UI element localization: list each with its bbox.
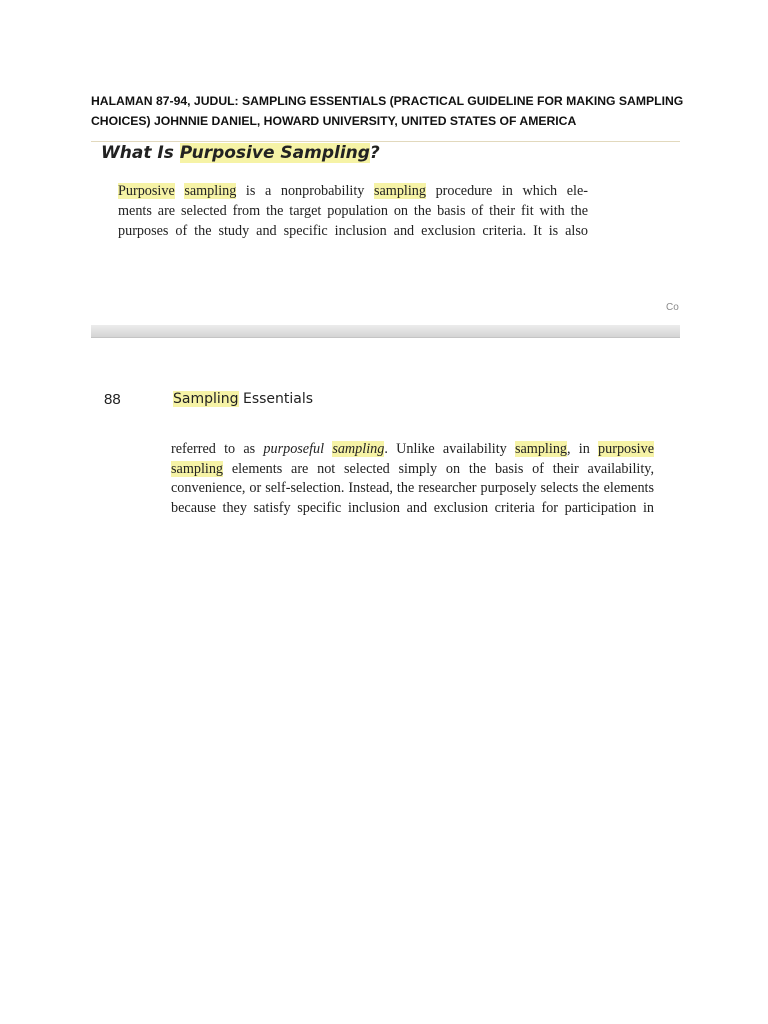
paragraph-line: convenience, or self-selection. Instead, the researcher purposely selects the elements [171, 480, 654, 496]
running-head [173, 391, 313, 407]
paragraph-line: referred to as purposeful sampling. Unlike availability sampling, in purposive [171, 441, 654, 457]
section-heading [101, 141, 380, 165]
highlight-sampling: sampling [514, 441, 568, 457]
paragraph-line: purposes of the study and specific inclusion and exclusion criteria. It is also [118, 223, 588, 239]
paragraph-line: because they satisfy specific inclusion and exclusion criteria for participation in [171, 499, 654, 516]
highlight-sampling: sampling [184, 183, 237, 199]
page-number: 88 [104, 391, 121, 408]
heading-highlight: Purposive Sampling [179, 143, 370, 163]
heading-prefix: What Is [101, 143, 180, 163]
highlight-purposive: purposive [598, 441, 654, 457]
page-separator [91, 325, 680, 338]
italic-purposeful: purposeful [263, 441, 325, 457]
heading-suffix: ? [369, 143, 380, 163]
highlight-sampling: sampling [171, 460, 224, 477]
running-head-highlight: Sampling [173, 391, 239, 407]
highlight-sampling: sampling [373, 183, 426, 199]
highlight-sampling-italic: sampling [332, 441, 385, 457]
paragraph-purposive-definition [118, 181, 588, 241]
paragraph-line: sampling elements are not selected simply on the basis of their availability, [171, 460, 654, 477]
document-header [91, 91, 691, 131]
header-line-1: HALAMAN 87-94, JUDUL: SAMPLING ESSENTIALS (PRACTICAL GUIDELINE FOR MAKING SAMPLING [91, 94, 684, 108]
copyright-fragment: Co [666, 302, 679, 313]
running-head-rest: Essentials [238, 391, 314, 407]
paragraph-line: Purposive sampling is a nonprobability sampling procedure in which ele- [118, 183, 588, 199]
header-line-2: CHOICES) JOHNNIE DANIEL, HOWARD UNIVERSITY, UNITED STATES OF AMERICA [91, 114, 577, 128]
paragraph-purposeful-sampling [171, 440, 654, 518]
highlight-purposive: Purposive [118, 183, 175, 199]
paragraph-line: ments are selected from the target population on the basis of their fit with the [118, 203, 588, 219]
